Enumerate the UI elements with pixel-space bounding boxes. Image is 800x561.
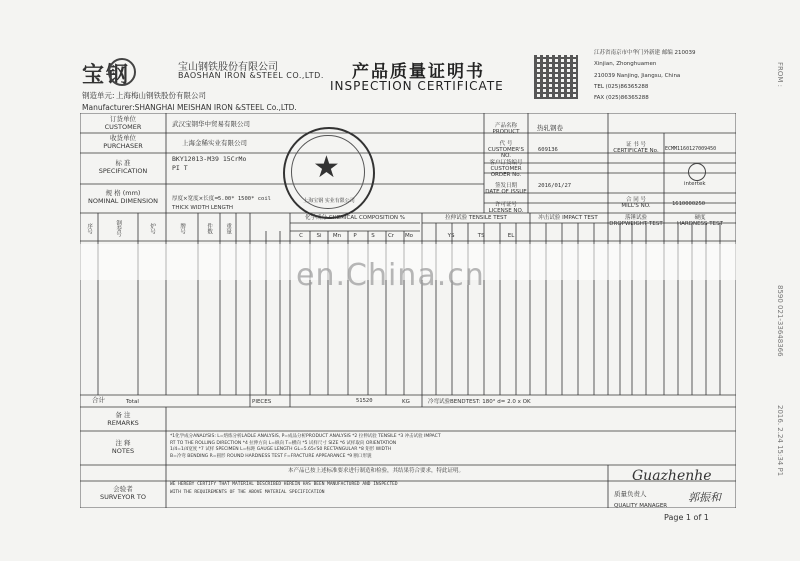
purchaser-value: 上海金稀实业有限公司 xyxy=(182,139,247,147)
watermark: en.China.cn xyxy=(296,258,485,293)
dimension-value: 5.00* 1500* coil xyxy=(218,196,271,202)
purchaser-label-cn: 收货单位 xyxy=(110,134,136,143)
manufacturer-cn: 上海梅山钢铁股份有限公司 xyxy=(116,91,206,100)
code-label xyxy=(484,142,528,158)
cert-label-en: CERTIFICATE No. xyxy=(613,148,659,154)
product-value: 热轧钢卷 xyxy=(537,124,563,132)
surveyor-label xyxy=(80,483,166,505)
address-block xyxy=(594,50,696,102)
date-label-en: DATE OF ISSUE xyxy=(485,189,527,195)
signature-latin: Guazhenhe xyxy=(632,468,712,484)
notes-label xyxy=(80,433,166,463)
quality-manager-en: QUALITY MANAGER xyxy=(614,503,668,509)
customer-label-cn: 订货单位 xyxy=(110,115,136,124)
manufacturer-cn-label: 钢造单元: xyxy=(82,91,115,100)
address-en2: 210039 Nanjing, Jiangsu, China xyxy=(594,72,681,79)
cert-statement-en-1: WE HEREBY CERTIFY THAT MATERIAL DESCRIBED HEREIN HAS BEEN MANUFACTURED AND INSPECTED xyxy=(170,482,398,487)
remarks-label-cn: 备 注 xyxy=(115,411,131,420)
chem-elements xyxy=(292,233,422,239)
dimension-sub-en: THICK WIDTH LENGTH xyxy=(172,205,234,211)
chem-cr: Cr xyxy=(387,233,395,239)
remarks-label-en: REMARKS xyxy=(107,419,139,427)
bend-test-note: 冷弯试验BENDTEST: 180° d= 2.0 x OK xyxy=(428,399,531,405)
customer-label xyxy=(80,115,166,133)
fax-date: 2016. 2.24 15:34 P1 xyxy=(776,405,784,477)
date-label xyxy=(484,182,528,196)
total-label-cn: 合计 xyxy=(92,396,105,404)
cert-statement-en-2: WITH THE REQUIREMENTS OF THE ABOVE MATERIAL SPECIFICATION xyxy=(170,490,325,495)
chem-si: Si xyxy=(316,233,322,239)
fax-phone: 8590 021-33648366 xyxy=(776,285,784,357)
customer-label-en: CUSTOMER xyxy=(104,123,142,131)
order-label-cn: 客户订货编号 xyxy=(489,159,523,166)
tensile-header-en: TENSILE TEST xyxy=(468,215,507,222)
license-label-cn: 许可证号 xyxy=(494,201,517,208)
fax: FAX (025)86365288 xyxy=(594,95,649,102)
chem-s: S xyxy=(371,233,375,239)
dimension-sub-cn: 厚度×宽度×长度= xyxy=(172,196,219,202)
order-label-en: CUSTOMER ORDER No. xyxy=(490,165,522,179)
code-label-en: CUSTOMER'S NO. xyxy=(487,146,525,160)
signature-chinese: 郭振和 xyxy=(688,491,721,504)
mill-value: 1610000250 xyxy=(672,201,706,207)
notes-line-4: B=冷弯 BENDING R=圆形 ROUND HARDNESS TEST F=FRACTURE APPEARANCE *9 断口形貌 xyxy=(170,453,372,459)
cert-value: ECMM1160127009450 xyxy=(665,146,717,152)
col-steel: 钢卷号 xyxy=(115,219,122,237)
tensile-header xyxy=(424,214,528,223)
product-label-cn: 产品名称 xyxy=(494,122,517,129)
cert-label xyxy=(608,142,664,154)
tel: TEL (025)86365288 xyxy=(594,83,649,90)
product-label xyxy=(484,122,528,136)
dimension-label-en: NOMINAL DIMENSION xyxy=(87,197,159,205)
fax-from: FROM : xyxy=(776,62,784,88)
pieces-label: PIECES xyxy=(252,399,272,405)
notes-line-2: RT TO THE ROLLING DIRECTION *4 拉伸方向 L=纵向 T=横向 *5 试样尺寸 SIZE *6 试样取向 ORIENTATION xyxy=(170,440,397,446)
notes-line-1: *1化学成分ANALYSIS: L=熔炼分析LADLE ANALYSIS, P=成品分析PRODUCT ANALYSIS *2 拉伸试验 TENSILE *3 冲击试验 IMPACT xyxy=(170,434,441,439)
col-heat: 炉号 xyxy=(149,222,156,234)
license-label-en: LICENSE NO. xyxy=(488,208,524,214)
impact-header xyxy=(530,214,606,223)
total-label-en: Total xyxy=(126,399,139,405)
baosteel-logo-icon xyxy=(108,58,136,86)
title-en: INSPECTION CERTIFICATE xyxy=(330,79,504,93)
chem-mo: Mo xyxy=(404,233,414,239)
dimension-label-cn: 规 格 (mm) xyxy=(105,189,141,198)
order-label xyxy=(484,159,528,179)
impact-header-en: IMPACT TEST xyxy=(562,215,598,222)
tensile-header-cn: 拉伸试验 xyxy=(445,215,468,222)
remarks-label xyxy=(80,409,166,431)
chem-c: C xyxy=(299,233,303,239)
col-weight: 重量 xyxy=(225,222,232,234)
company-name-en: BAOSHAN IRON &STEEL CO.,LTD. xyxy=(178,71,324,80)
logo-text: 宝钢 xyxy=(82,62,131,88)
product-label-en: PRODUCT xyxy=(492,129,520,135)
notes-label-cn: 注 释 xyxy=(115,439,131,448)
col-qty: 件数 xyxy=(206,222,213,234)
code-label-cn: 代 号 xyxy=(499,140,513,147)
drop-header-cn: 落锤试验 xyxy=(624,214,647,221)
hardness-header xyxy=(666,214,734,228)
purchaser-label xyxy=(80,134,166,152)
notes-label-en: NOTES xyxy=(111,447,135,455)
drop-header-en: DROPWEIGHT TEST xyxy=(609,221,663,227)
surveyor-label-en: SURVEYOR TO xyxy=(100,493,146,501)
license-label xyxy=(484,202,528,214)
spec-label-en: SPECIFICATION xyxy=(98,167,148,175)
tensile-sub xyxy=(436,233,526,239)
seal-text: 上海宝钢 实业有限公司 xyxy=(303,198,355,204)
chem-header-cn: 化学成分 xyxy=(304,215,327,222)
chem-mn: Mn xyxy=(332,233,342,239)
mill-label-en: MILL'S NO. xyxy=(621,203,651,209)
dimension-label xyxy=(80,186,166,210)
address-en1: Xinjian, Zhonghuamen xyxy=(594,61,657,68)
page-indicator: Page 1 of 1 xyxy=(664,513,709,522)
hardness-header-cn: 硬度 xyxy=(694,214,706,221)
col-grade: 牌号 xyxy=(179,222,186,234)
spec-label-cn: 标 准 xyxy=(115,159,131,168)
impact-header-cn: 冲击试验 xyxy=(538,215,561,222)
tensile-ys: YS xyxy=(447,233,455,239)
title-cn: 产品质量证明书 xyxy=(352,62,485,82)
mill-label xyxy=(608,194,664,212)
seal-star-icon: ★ xyxy=(313,150,340,185)
address-cn: 江苏省南京市中华门外新建 邮编 210039 xyxy=(594,50,696,56)
notes-text xyxy=(170,434,730,460)
qr-code xyxy=(534,55,578,99)
spec-label xyxy=(80,156,166,180)
cert-statement-cn: 本产品已按上述标准要求进行制造和检验，其结果符合要求，特此证明。 xyxy=(288,468,465,474)
customer-value: 武汉宝钢华中贸易有限公司 xyxy=(172,120,250,128)
spec-value-2: PI T xyxy=(172,164,188,172)
kg-label: KG xyxy=(402,399,410,405)
total-weight: 51520 xyxy=(356,398,373,404)
intertek-logo-icon xyxy=(688,163,706,181)
code-value: 609136 xyxy=(538,147,558,153)
tensile-el: EL xyxy=(507,233,515,239)
notes-line-3: 1/4=1/4宽度 *7 试样 SPECIMEN L=标距 GAUGE LENGTH GL=5.65√S0 RECTANGULAR *8 矩形 WIDTH xyxy=(170,447,392,453)
tensile-ts: TS xyxy=(477,233,485,239)
date-label-cn: 签发日期 xyxy=(494,182,517,189)
cert-label-cn: 证 书 号 xyxy=(626,141,646,148)
col-seq: 序号 xyxy=(86,222,93,234)
mill-label-cn: 合 同 号 xyxy=(626,196,646,203)
intertek-label: intertek xyxy=(684,181,706,187)
quality-manager-cn: 质量负责人 xyxy=(614,490,647,498)
manufacturer-en: Manufacturer:SHANGHAI MEISHAN IRON &STEEL Co.,LTD. xyxy=(82,103,297,112)
chem-header xyxy=(290,214,420,223)
hardness-header-en: HARDNESS TEST xyxy=(677,221,723,227)
chem-header-en: CHEMICAL COMPOSITION % xyxy=(328,215,406,222)
company-name-cn: 宝山钢铁股份有限公司 xyxy=(178,62,278,73)
date-value: 2016/01/27 xyxy=(538,183,572,189)
spec-value-1: BKY12013-M39 15CrMo xyxy=(172,155,247,163)
purchaser-label-en: PURCHASER xyxy=(103,142,143,150)
drop-header xyxy=(606,214,666,228)
surveyor-label-cn: 会验者 xyxy=(113,485,133,494)
chem-p: P xyxy=(353,233,357,239)
